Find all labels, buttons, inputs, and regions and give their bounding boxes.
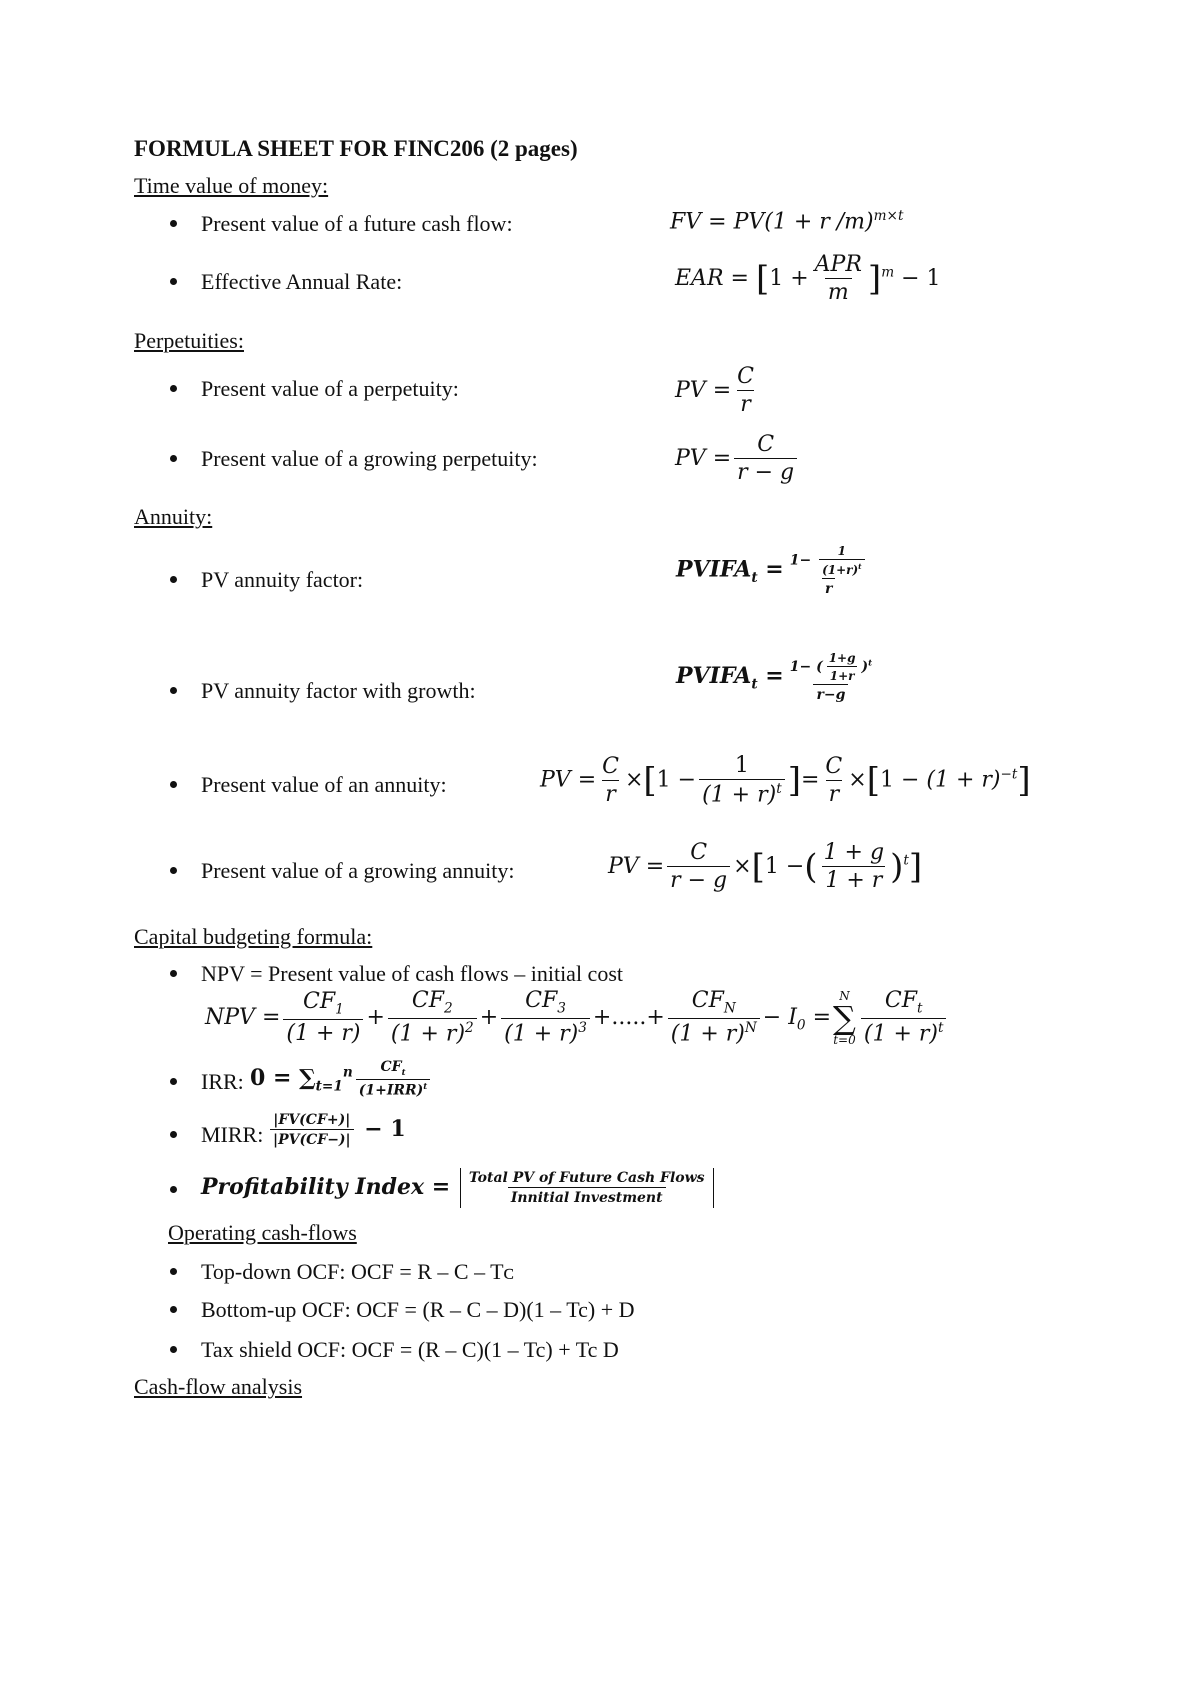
section-capital-budgeting: Capital budgeting formula: xyxy=(134,924,373,949)
formula-mirr: $\frac{|FV(CF+)|}{|PV(CF-)|}$ − 1 xyxy=(267,1113,406,1147)
formula-npv: NPV = $\frac{CF_1}{(1 + r)}$ + $\frac{CF_2}{(1 + r)^2}$ + $\frac{CF_3}{(1 + r)^3}$ +.....+ $\frac{CF_N}{(1 + r)^N}$ − $I_0$ = N ∑ t=0 $\frac{CF_t}{(1 + r)^t}$ xyxy=(205,990,949,1046)
formula-pv-growing-perpetuity: PV = $\frac{C}{r - g}$ xyxy=(675,434,800,484)
item-pv-perpetuity: Present value of a perpetuity: xyxy=(201,376,459,401)
item-top-down-ocf: Top-down OCF: OCF = R – C – Tᴄ xyxy=(201,1259,515,1284)
item-bottom-up-ocf: Bottom-up OCF: OCF = (R – C – D)(1 – Tc) + D xyxy=(201,1297,635,1322)
formula-irr: $0 = \sum_{t=1}^n$ $\frac{CF_t}{(1+IRR)^t}$ xyxy=(250,1060,433,1098)
formula-ear: EAR = [1 + $\frac{\text{APR}}{m}$ ]$^m$ − 1 xyxy=(675,252,941,305)
item-pv-annuity: Present value of an annuity: xyxy=(201,772,447,797)
pi-numerator: Total PV of Future Cash Flows xyxy=(468,1170,705,1186)
bullet xyxy=(170,970,177,977)
bullet xyxy=(170,455,177,462)
section-time-value-of-money: Time value of money: xyxy=(134,173,329,198)
formula-pv-perpetuity: PV = $\frac{C}{r}$ xyxy=(675,364,754,417)
item-pv-growing-perpetuity: Present value of a growing perpetuity: xyxy=(201,446,538,471)
section-perpetuities: Perpetuities: xyxy=(134,328,244,353)
formula-fv-base: FV = PV(1 + r /m) xyxy=(670,209,874,235)
section-cash-flow-analysis: Cash-flow analysis xyxy=(134,1374,303,1399)
section-annuity: Annuity: xyxy=(134,504,213,529)
item-pv-future-cash-flow: Present value of a future cash flow: xyxy=(201,211,513,236)
bullet xyxy=(170,576,177,583)
item-effective-annual-rate: Effective Annual Rate: xyxy=(201,269,403,294)
item-tax-shield-ocf: Tax shield OCF: OCF = (R – C)(1 – Tc) + Tc D xyxy=(201,1337,619,1362)
formula-fv xyxy=(670,210,903,233)
item-pv-annuity-factor: PV annuity factor: xyxy=(201,567,364,592)
abs-bar xyxy=(460,1168,461,1208)
bullet xyxy=(170,385,177,392)
bullet xyxy=(170,1268,177,1275)
bullet xyxy=(170,1346,177,1353)
section-operating-cash-flows: Operating cash-flows xyxy=(168,1220,357,1245)
item-irr: IRR: xyxy=(201,1069,244,1094)
bullet xyxy=(170,867,177,874)
formula-pv-growing-annuity: PV = $\frac{C}{r - g}$ ×[1 −( $\frac{1 + g}{1 + r}$ )$^t$] xyxy=(608,840,923,893)
bullet xyxy=(170,1131,177,1138)
formula-profitability-index xyxy=(201,1168,716,1208)
formula-fv-exponent: m×t xyxy=(873,208,904,224)
bullet xyxy=(170,781,177,788)
item-pv-growing-annuity: Present value of a growing annuity: xyxy=(201,858,515,883)
formula-pv-annuity: PV = $\frac{C}{r}$ ×[1 − $\frac{1}{(1 + r)^t}$ ]= $\frac{C}{r}$ $\times[1 - (1 + r)^{-t}]$ xyxy=(540,753,1031,808)
bullet xyxy=(170,1306,177,1313)
item-npv-definition: NPV = Present value of cash flows – initial cost xyxy=(201,961,623,986)
bullet xyxy=(170,1186,177,1193)
bullet xyxy=(170,220,177,227)
formula-pvifa: $PVIFA_t$ = 1− $\frac{1}{(1+r)^t}$ r xyxy=(676,545,874,596)
item-mirr: MIRR: xyxy=(201,1122,264,1147)
page-title: FORMULA SHEET FOR FINC206 (2 pages) xyxy=(134,136,578,161)
bullet xyxy=(170,687,177,694)
formula-pvifa-growth: $PVIFA_t$ = 1− ( $\frac{1+g}{1+r}$ )$^t$ r−g xyxy=(676,651,873,703)
pi-denominator: Innitial Investment xyxy=(508,1187,666,1205)
item-pv-annuity-factor-growth: PV annuity factor with growth: xyxy=(201,678,476,703)
bullet xyxy=(170,1078,177,1085)
pi-label: Profitability Index = xyxy=(201,1174,451,1200)
bullet xyxy=(170,278,177,285)
abs-bar xyxy=(713,1168,714,1208)
